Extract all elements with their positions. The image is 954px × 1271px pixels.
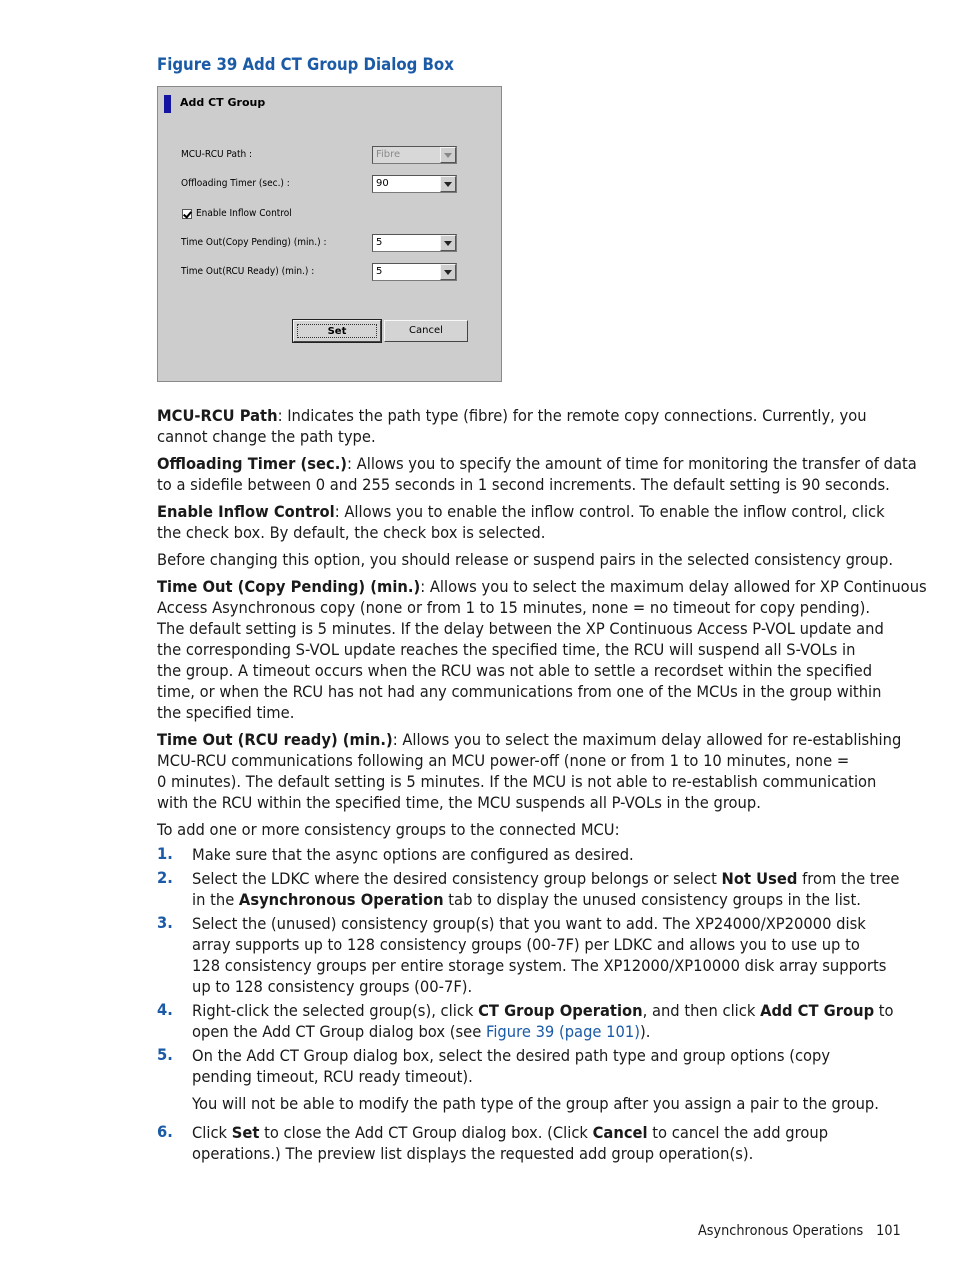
text: the corresponding S-VOL update reaches the specified time, the RCU will suspend all S-VOLs in: [157, 640, 856, 659]
term: Set: [231, 1123, 260, 1142]
step-5: [192, 1045, 902, 1087]
term: Not Used: [721, 869, 798, 888]
step-number: 3.: [157, 913, 173, 932]
title-accent-bar: [164, 95, 171, 113]
text: Before changing this option, you should release or suspend pairs in the selected consistency group.: [157, 550, 894, 569]
text: to cancel the add group: [647, 1123, 829, 1142]
step-number: 4.: [157, 1000, 173, 1019]
term: Enable Inflow Control: [157, 502, 335, 521]
text: from the tree: [797, 869, 900, 888]
term: Asynchronous Operation: [238, 890, 444, 909]
term: CT Group Operation: [478, 1001, 643, 1020]
text: cannot change the path type.: [157, 427, 376, 446]
set-button-label: Set: [297, 324, 377, 338]
enable-inflow-description: [157, 501, 902, 543]
text: To add one or more consistency groups to the connected MCU:: [157, 820, 620, 839]
term: Time Out (RCU ready) (min.): [157, 730, 393, 749]
step-5-note: [192, 1093, 902, 1114]
timeout-rcu-ready-value: 5: [376, 266, 383, 277]
before-changing-note: [157, 549, 902, 570]
timeout-rcu-ready-select[interactable]: [372, 263, 457, 281]
chevron-down-icon[interactable]: [440, 235, 456, 251]
text: : Allows you to select the maximum delay allowed for XP Continuous: [420, 577, 927, 596]
step-number: 5.: [157, 1045, 173, 1064]
text: 0 minutes). The default setting is 5 minutes. If the MCU is not able to re-establish communication: [157, 772, 877, 791]
enable-inflow-label: Enable Inflow Control: [196, 208, 292, 219]
term: Offloading Timer (sec.): [157, 454, 348, 473]
mcu-rcu-path-value: Fibre: [376, 149, 401, 160]
offloading-timer-value: 90: [376, 178, 389, 189]
text: : Allows you to select the maximum delay allowed for re-establishing: [392, 730, 902, 749]
text: : Indicates the path type (fibre) for the remote copy connections. Currently, you: [277, 406, 867, 425]
page-number: 101: [876, 1223, 901, 1239]
enable-inflow-checkbox[interactable]: [182, 209, 192, 219]
timeout-rcu-ready-label: Time Out(RCU Ready) (min.) :: [181, 266, 315, 277]
term: Add CT Group: [760, 1001, 875, 1020]
text: time, or when the RCU has not had any communications from one of the MCUs in the group within: [157, 682, 882, 701]
footer-section: Asynchronous Operations: [698, 1223, 864, 1239]
step-1: [192, 844, 902, 865]
step-number: 1.: [157, 844, 173, 863]
figure-39-link[interactable]: Figure 39 (page 101): [485, 1022, 640, 1041]
step-number: 6.: [157, 1122, 173, 1141]
step-2: [192, 868, 902, 910]
text: Right-click the selected group(s), click: [192, 1001, 479, 1020]
chevron-down-icon[interactable]: [440, 147, 456, 163]
text: array supports up to 128 consistency groups (00-7F) per LDKC and allows you to use up to: [192, 935, 860, 954]
text: tab to display the unused consistency groups in the list.: [443, 890, 861, 909]
offloading-timer-select[interactable]: [372, 175, 457, 193]
text: the check box. By default, the check box is selected.: [157, 523, 546, 542]
timeout-rcu-description: [157, 729, 902, 813]
text: open the Add CT Group dialog box (see: [192, 1022, 486, 1041]
text: 128 consistency groups per entire storage system. The XP12000/XP10000 disk array supports: [192, 956, 887, 975]
text: Access Asynchronous copy (none or from 1 to 15 minutes, none = no timeout for copy pending).: [157, 598, 870, 617]
text: the specified time.: [157, 703, 295, 722]
text: , and then click: [642, 1001, 761, 1020]
text: Select the (unused) consistency group(s) that you want to add. The XP24000/XP20000 disk: [192, 914, 866, 933]
text: to a sidefile between 0 and 255 seconds in 1 second increments. The default setting is 90 seconds.: [157, 475, 890, 494]
text: to: [874, 1001, 894, 1020]
step-3: [192, 913, 902, 997]
step-6: [192, 1122, 902, 1164]
offloading-timer-label: Offloading Timer (sec.) :: [181, 178, 290, 189]
text: The default setting is 5 minutes. If the delay between the XP Continuous Access P-VOL update and: [157, 619, 884, 638]
text: Make sure that the async options are configured as desired.: [192, 845, 634, 864]
text: You will not be able to modify the path type of the group after you assign a pair to the group.: [192, 1094, 879, 1113]
term: Cancel: [592, 1123, 648, 1142]
timeout-copy-description: [157, 576, 927, 723]
chevron-down-icon[interactable]: [440, 176, 456, 192]
offloading-timer-description: [157, 453, 917, 495]
set-button[interactable]: [293, 320, 381, 342]
text: : Allows you to specify the amount of time for monitoring the transfer of data: [347, 454, 917, 473]
text: with the RCU within the specified time, the MCU suspends all P-VOLs in the group.: [157, 793, 761, 812]
figure-caption: Figure 39 Add CT Group Dialog Box: [157, 55, 454, 75]
add-ct-group-dialog: [157, 86, 502, 382]
cancel-button[interactable]: Cancel: [384, 320, 468, 342]
text: Select the LDKC where the desired consistency group belongs or select: [192, 869, 722, 888]
step-number: 2.: [157, 868, 173, 887]
page-footer: [698, 1223, 901, 1239]
to-add-intro: [157, 819, 902, 840]
mcu-rcu-path-select[interactable]: [372, 146, 457, 164]
text: On the Add CT Group dialog box, select the desired path type and group options (copy: [192, 1046, 831, 1065]
text: Click: [192, 1123, 232, 1142]
term: MCU-RCU Path: [157, 406, 278, 425]
text: to close the Add CT Group dialog box. (Click: [259, 1123, 593, 1142]
text: the group. A timeout occurs when the RCU was not able to settle a recordset within the specified: [157, 661, 873, 680]
timeout-copy-pending-value: 5: [376, 237, 383, 248]
text: operations.) The preview list displays the requested add group operation(s).: [192, 1144, 754, 1163]
text: in the: [192, 890, 239, 909]
text: pending timeout, RCU ready timeout).: [192, 1067, 473, 1086]
text: MCU-RCU communications following an MCU power-off (none or from 1 to 10 minutes, none =: [157, 751, 850, 770]
step-4: [192, 1000, 902, 1042]
mcu-rcu-path-description: [157, 405, 902, 447]
text: up to 128 consistency groups (00-7F).: [192, 977, 473, 996]
dialog-title: Add CT Group: [180, 96, 266, 109]
term: Time Out (Copy Pending) (min.): [157, 577, 421, 596]
mcu-rcu-path-label: MCU-RCU Path :: [181, 149, 253, 160]
chevron-down-icon[interactable]: [440, 264, 456, 280]
text: ).: [639, 1022, 651, 1041]
timeout-copy-pending-select[interactable]: [372, 234, 457, 252]
timeout-copy-pending-label: Time Out(Copy Pending) (min.) :: [181, 237, 327, 248]
text: : Allows you to enable the inflow control. To enable the inflow control, click: [334, 502, 885, 521]
